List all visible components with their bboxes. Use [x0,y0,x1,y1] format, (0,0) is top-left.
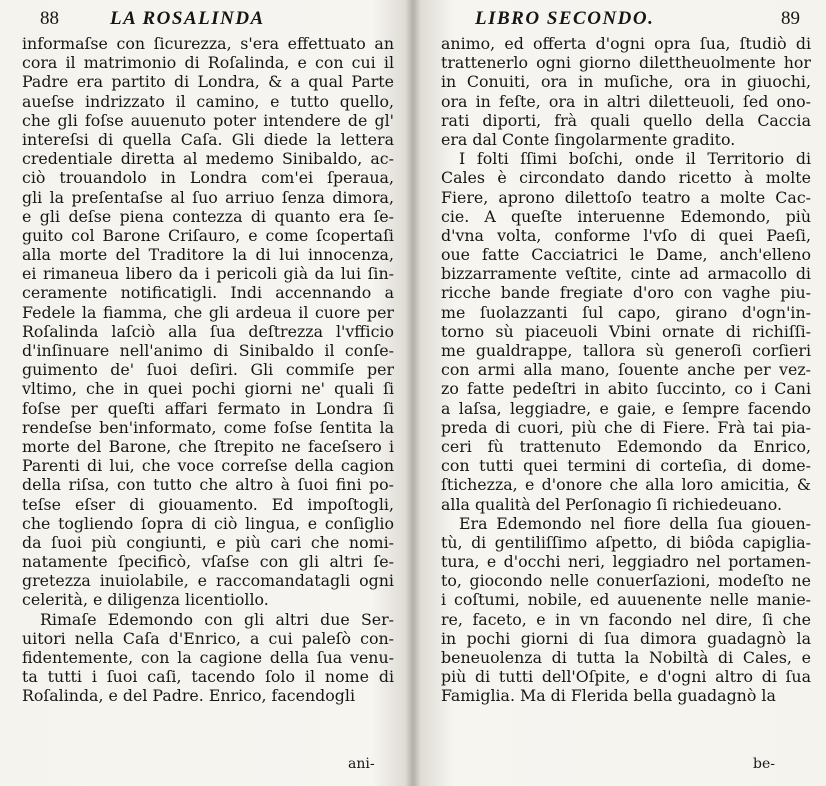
text-line: ricche bande fregiate d'oro con vaghe piu- [441,283,811,303]
text-line: alla qualità del Perſonagio ſi richiedeuano. [441,494,782,514]
text-line: i coſtumi, nobile, ed auuenente nelle manie- [441,590,811,610]
text-line: to, giocondo nelle conuerſazioni, modeſto ne [441,571,811,591]
text-line: tura, e d'occhi neri, leggiadro nel portamen- [441,552,811,572]
text-line: oue fatte Cacciatrici le Dame, anch'elleno [441,245,811,265]
text-line: credentiale diretta al medemo Sinibaldo, ac- [22,149,394,169]
text-line: alla morte del Traditore la di lui innocenza, [22,245,394,265]
text-line: gli la preſentaſse al ſuo arriuo ſenza dimora, [22,187,394,207]
text-line: animo, ed offerta d'ogni opra ſua, ſtudiò di [441,34,811,53]
text-line: rati diporti, frà quali quello della Caccia [441,110,811,130]
text-line: in pochi giorni di ſua dimora guadagnò la [441,628,811,648]
text-line: informaſse con ſicurezza, s'era effettuato an [22,34,394,53]
text-line: Cales è circondato dando ricetto à molte [441,168,811,188]
text-line: Fiere, aprono dilettoſo teatro a molte Cac- [441,187,811,207]
text-line: a laſsa, leggiadre, e gaie, e ſempre facendo [441,398,811,418]
text-line: era dal Conte ſingolarmente gradito. [441,129,736,149]
right-catchword: be- [753,756,775,772]
text-line: torno sù piaceuoli Vbini ornate di richiſſi- [441,321,811,341]
text-line: ei rimaneua libero da i pericoli già da lui ſin- [22,264,394,284]
text-line: me ſuolazzanti ſul capo, girano d'ogn'in- [441,302,811,322]
text-line: Roſalinda laſciò alla ſua deſtrezza l'vfficio [22,321,394,341]
text-line: natamente ſpecificò, vſaſse con gli altri ſe- [22,552,394,572]
text-line: da ſuoi più congiunti, e più cari che nomi- [22,532,394,552]
text-line: re, faceto, e in vn facondo nel dire, ſi che [441,609,811,629]
text-line: Padre era partito di Londra, & a qual Parte [22,72,394,92]
text-line: Rimaſe Edemondo con gli altri due Ser- [40,609,394,629]
text-line: guimento de' ſuoi deſiri. Gli commiſe per [22,360,394,380]
right-page-number: 89 [781,8,800,29]
right-page-text [441,34,811,706]
text-line: vltimo, che in quei pochi giorni ne' quali ſi [22,379,394,399]
text-line: che gli foſse auuenuto poter intendere de gl' [22,110,394,130]
left-catchword: ani- [348,756,375,772]
left-page-text [22,34,394,706]
text-line: Parenti di lui, che voce correſse della cagion [22,456,394,476]
text-line: intereſsi di quella Caſa. Gli diede la lettera [22,129,394,149]
text-line: teſse eſser di giouamento. Ed impoſtogli, [22,494,394,514]
text-line: me gualdrappe, tallora sù generoſi corſieri [441,341,811,360]
right-page [413,0,826,786]
text-line: della riſsa, con tutto che altro à ſuoi fini po- [22,475,394,495]
text-line: aueſse indrizzato il camino, e tutto quello, [22,91,394,111]
text-line: cora il matrimonio di Roſalinda, e con cui il [22,53,394,73]
text-line: più di tutti dell'Oſpite, e d'ogni altro di ſua [441,667,811,687]
text-line: celerità, e diligenza licentiollo. [22,590,269,610]
left-running-head: LA ROSALINDA [110,8,265,29]
text-line: Fedele la fiamma, che gli ardeua il cuore per [22,302,394,322]
text-line: uitori nella Caſa d'Enrico, a cui paleſò con- [22,628,394,648]
text-line: d'vna volta, conforme l'vſo di quei Paeſi, [441,225,811,245]
text-line: ſtichezza, e d'onore che alla loro amicitia, & [441,475,811,495]
right-running-head: LIBRO SECONDO. [475,8,655,29]
text-line: e gli deſse piena contezza di quanto era ſe- [22,206,394,226]
text-line: fidentemente, con la cagione della ſua venu- [22,648,394,667]
text-line: trattenerlo ogni giorno dilettheuolmente hor [441,53,811,73]
text-line: Era Edemondo nel fiore della ſua giouen- [459,513,811,533]
text-line: gretezza inuiolabile, e raccomandatagli ogni [22,571,394,591]
text-line: ceri fù trattenuto Edemondo da Enrico, [441,436,811,456]
text-line: bizzarramente veſtite, cinte ad armacollo di [441,264,811,284]
text-line: in Conuiti, ora in muſiche, ora in giuochi, [441,72,811,92]
text-line: guito col Barone Criſauro, e come ſcopertaſi [22,225,394,245]
text-line: preda di cuori, più che di Fiere. Frà tai pia- [441,417,811,437]
text-line: beneuolenza di tutta la Nobiltà di Cales, e [441,648,811,667]
left-running-header [40,8,400,30]
text-line: d'inſinuare nell'animo di Sinibaldo il conſe- [22,341,394,360]
text-line: ta tutti i ſuoi caſi, tacendo ſolo il nome di [22,667,394,687]
text-line: tù, di gentiliſſimo aſpetto, di biôda capiglia- [441,532,811,552]
text-line: ceramente notificatigli. Indi accennando a [22,283,394,303]
text-line: ciò trouandolo in Londra com'ei ſperaua, [22,168,394,188]
text-line: Roſalinda, e del Padre. Enrico, facendogli [22,686,355,706]
text-line: che togliendo ſopra di ciò lingua, e conſiglio [22,513,394,533]
text-line: ora in feſte, ora in altri diletteuoli, ſed ono- [441,91,811,111]
text-line: foſse per queſti affari fermato in Londra ſi [22,398,394,418]
text-line: morte del Barone, che ſtrepito ne faceſsero i [22,436,394,456]
text-line: rendeſse ben'informato, come foſse ſentita la [22,417,394,437]
left-page-number: 88 [40,8,59,29]
text-line: con tutti quei termini di corteſia, di dome- [441,456,811,476]
text-line: zo fatte pedeſtri in abito ſuccinto, co i Cani [441,379,811,399]
text-line: cie. A queſte interuenne Edemondo, più [441,206,811,226]
text-line: I folti ſſimi boſchi, onde il Territorio di [459,149,811,169]
text-line: con armi alla mano, ſouente anche per vez- [441,360,811,380]
right-running-header [443,8,823,30]
text-line: Famiglia. Ma di Flerida bella guadagnò la [441,686,776,706]
